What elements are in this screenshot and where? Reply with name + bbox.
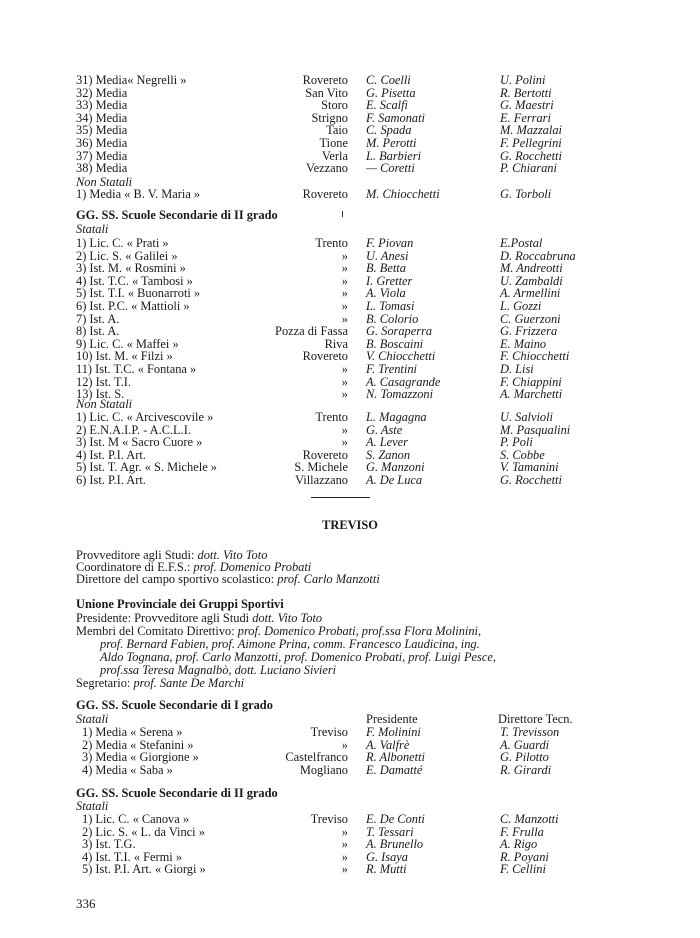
direttore-name: G. Maestri	[500, 98, 554, 113]
table-row	[0, 474, 700, 487]
presidente-name: E. Scalfi	[366, 98, 408, 113]
town-name: Trento	[315, 410, 348, 424]
direttore-name: E.Postal	[500, 236, 543, 250]
town-name: »	[341, 311, 348, 326]
table-row	[0, 863, 700, 876]
town-name: Villazzano	[295, 473, 348, 487]
presidente-name: E. Damatté	[366, 762, 423, 777]
presidente-name: B. Colorio	[366, 311, 419, 326]
non-statali-label-2: Non Statali	[76, 397, 133, 411]
direttore-name: G. Frizzera	[500, 324, 558, 339]
presidente-name: L. Magagna	[366, 410, 427, 424]
school-name: 4) Media « Saba »	[82, 762, 173, 777]
town-name: S. Michele	[294, 460, 348, 475]
school-name: 1) Media « B. V. Maria »	[76, 187, 201, 201]
town-name: Taio	[326, 123, 348, 138]
school-name: 2) Media « Stefanini »	[82, 737, 194, 752]
school-name: 2) Lic. S. « Galilei »	[76, 248, 178, 263]
town-name: »	[341, 261, 348, 276]
direttore-name: F. Frulla	[500, 824, 544, 839]
town-name: Treviso	[310, 812, 348, 826]
town-name: Trento	[315, 236, 348, 250]
presidente-name: F. Piovan	[366, 236, 414, 250]
town-name: »	[341, 273, 348, 288]
presidente-name: L. Barbieri	[366, 148, 422, 163]
school-name: 38) Media	[76, 161, 128, 176]
membri-line: Membri del Comitato Direttivo: prof. Domenico Probati, prof.ssa Flora Molinini,	[76, 624, 482, 638]
presidente-name: M. Chiocchetti	[366, 187, 440, 201]
presidente-name: G. Manzoni	[366, 460, 425, 475]
presidente-name: G. Aste	[366, 422, 403, 437]
school-name: 12) Ist. T.I.	[76, 374, 131, 389]
school-name: 36) Media	[76, 136, 128, 150]
statali-label-4: Statali	[76, 799, 109, 813]
direttore-name: T. Trevisson	[500, 725, 560, 739]
section-title-i-grado: GG. SS. Scuole Secondarie di I grado	[76, 698, 273, 712]
school-name: 1) Lic. C. « Prati »	[76, 236, 169, 250]
school-name: 35) Media	[76, 123, 128, 138]
presidente-name: A. Brunello	[366, 837, 424, 852]
segretario-line: Segretario: prof. Sante De Marchi	[76, 676, 245, 690]
school-name: 5) Ist. P.I. Art. « Giorgi »	[82, 862, 206, 877]
membri-line: prof.ssa Teresa Magnalbò, dott. Luciano Sivieri	[100, 663, 337, 677]
town-name: Rovereto	[302, 73, 348, 87]
school-name: 5) Ist. T.I. « Buonarroti »	[76, 286, 201, 301]
school-name: 6) Ist. P.C. « Mattioli »	[76, 299, 190, 313]
direttore-name: L. Gozzi	[500, 299, 542, 313]
direttore-name: R. Poyani	[500, 849, 549, 864]
direttore-name: C. Guerzoni	[500, 311, 561, 326]
presidente-name: G. Isaya	[366, 849, 408, 864]
town-name: Storo	[321, 98, 348, 113]
presidente-name: L. Tomasi	[366, 299, 415, 313]
town-name: Castelfranco	[285, 750, 348, 765]
direttore-name: U. Polini	[500, 73, 546, 87]
presidente-name: C. Coelli	[366, 73, 411, 87]
direttore-name: E. Ferrari	[500, 110, 551, 125]
school-name: 2) Lic. S. « L. da Vinci »	[82, 824, 205, 839]
town-name: Rovereto	[302, 187, 348, 201]
town-name: Pozza di Fassa	[275, 324, 348, 339]
presidente-line: Presidente: Provveditore agli Studi dott. Vito Toto	[76, 611, 323, 625]
town-name: Verla	[321, 148, 348, 163]
direttore-name: F. Pellegrini	[500, 136, 562, 150]
presidente-name: A. De Luca	[366, 473, 423, 487]
presidente-name: T. Tessari	[366, 824, 414, 839]
direttore-name: A. Marchetti	[500, 387, 563, 402]
direttore-name: D. Roccabruna	[500, 248, 576, 263]
school-name: 3) Ist. M « Sacro Cuore »	[76, 435, 203, 450]
town-name: Rovereto	[302, 349, 348, 364]
school-name: 5) Ist. T. Agr. « S. Michele »	[76, 460, 217, 475]
school-name: 1) Media « Serena »	[82, 725, 183, 739]
non-statali-label: Non Statali	[76, 175, 133, 189]
school-name: 10) Ist. M. « Filzi »	[76, 349, 173, 364]
direttore-name: A. Rigo	[500, 837, 538, 852]
section-title-ii-grado-treviso: GG. SS. Scuole Secondarie di II grado	[76, 786, 278, 800]
presidente-name: V. Chiocchetti	[366, 349, 436, 364]
town-name: »	[341, 435, 348, 450]
presidente-name: A. Viola	[366, 286, 406, 301]
section-title-ii-grado: GG. SS. Scuole Secondarie di II grado	[76, 208, 278, 222]
school-name: 9) Lic. C. « Maffei »	[76, 336, 179, 351]
presidente-name: U. Anesi	[366, 248, 409, 263]
school-name: 3) Ist. T.G.	[82, 837, 136, 852]
presidente-name: M. Perotti	[366, 136, 417, 150]
town-name: Vezzano	[306, 161, 348, 176]
direttore-name: F. Cellini	[500, 862, 546, 877]
direttore-name: U. Salvioli	[500, 410, 553, 424]
school-name: 31) Media« Negrelli »	[76, 73, 187, 87]
town-name: San Vito	[305, 85, 348, 100]
presidente-name: A. Casagrande	[366, 374, 441, 389]
school-name: 1) Lic. C. « Canova »	[82, 812, 190, 826]
school-name: 4) Ist. T.I. « Fermi »	[82, 849, 183, 864]
official-line: Coordinatore di E.F.S.: prof. Domenico Probati	[76, 560, 312, 574]
table-row	[0, 162, 700, 175]
direttore-name: M. Mazzalai	[500, 123, 562, 138]
header-presidente: Presidente	[366, 712, 418, 726]
school-name: 3) Media « Giorgione »	[82, 750, 199, 765]
town-name: »	[341, 737, 348, 752]
town-name: Rovereto	[302, 447, 348, 462]
presidente-name: F. Samonati	[366, 110, 425, 125]
town-name: Treviso	[310, 725, 348, 739]
town-name: »	[341, 362, 348, 376]
direttore-name: M. Pasqualini	[500, 422, 571, 437]
presidente-name: — Coretti	[366, 161, 415, 176]
school-name: 4) Ist. P.I. Art.	[76, 447, 146, 462]
page-number: 336	[76, 896, 96, 911]
direttore-name: G. Pilotto	[500, 750, 549, 765]
direttore-name: C. Manzotti	[500, 812, 559, 826]
table-row	[0, 188, 700, 201]
presidente-name: A. Valfrè	[366, 737, 410, 752]
direttore-name: G. Rocchetti	[500, 473, 562, 487]
statali-label-3: Statali	[76, 712, 109, 726]
presidente-name: R. Albonetti	[366, 750, 425, 765]
school-name: 8) Ist. A.	[76, 324, 120, 339]
school-name: 33) Media	[76, 98, 128, 113]
school-name: 3) Ist. M. « Rosmini »	[76, 261, 186, 276]
school-name: 37) Media	[76, 148, 128, 163]
direttore-name: R. Girardi	[500, 762, 552, 777]
presidente-name: S. Zanon	[366, 447, 411, 462]
town-name: »	[341, 824, 348, 839]
town-name: »	[341, 374, 348, 389]
direttore-name: S. Cobbe	[500, 447, 545, 462]
direttore-name: P. Poli	[500, 435, 533, 450]
direttore-name: R. Bertotti	[500, 85, 552, 100]
town-name: »	[341, 837, 348, 852]
presidente-name: I. Gretter	[366, 273, 413, 288]
direttore-name: D. Lisi	[500, 362, 534, 376]
direttore-name: F. Chiocchetti	[500, 349, 570, 364]
school-name: 4) Ist. T.C. « Tambosi »	[76, 273, 193, 288]
membri-line: prof. Bernard Fabien, prof. Aimone Prina, comm. Francesco Laudicina, ing.	[100, 637, 480, 651]
school-name: 2) E.N.A.I.P. - A.C.L.I.	[76, 422, 191, 437]
direttore-name: V. Tamanini	[500, 460, 559, 475]
membri-line: Aldo Tognana, prof. Carlo Manzotti, prof. Domenico Probati, prof. Luigi Pesce,	[100, 650, 496, 664]
presidente-name: B. Boscaini	[366, 336, 424, 351]
school-name: 32) Media	[76, 85, 128, 100]
presidente-name: E. De Conti	[366, 812, 425, 826]
table-row	[0, 764, 700, 777]
school-name: 7) Ist. A.	[76, 311, 120, 326]
presidente-name: G. Pisetta	[366, 85, 416, 100]
presidente-name: C. Spada	[366, 123, 412, 138]
presidente-name: R. Mutti	[366, 862, 407, 877]
town-name: Mogliano	[299, 762, 348, 777]
presidente-name: F. Molinini	[366, 725, 421, 739]
school-name: 34) Media	[76, 110, 128, 125]
official-line: Provveditore agli Studi: dott. Vito Toto	[76, 548, 268, 562]
presidente-name: A. Lever	[366, 435, 408, 450]
town-name: »	[341, 422, 348, 437]
town-name: »	[341, 862, 348, 877]
school-name: 13) Ist. S.	[76, 387, 125, 402]
presidente-name: G. Soraperra	[366, 324, 433, 339]
presidente-name: F. Trentini	[366, 362, 417, 376]
margin-mark	[342, 211, 343, 217]
direttore-name: A. Armellini	[500, 286, 561, 301]
header-direttore: Direttore Tecn.	[498, 712, 573, 726]
direttore-name: P. Chiarani	[500, 161, 557, 176]
direttore-name: A. Guardi	[500, 737, 550, 752]
presidente-name: N. Tomazzoni	[366, 387, 434, 402]
direttore-name: G. Rocchetti	[500, 148, 562, 163]
town-name: »	[341, 299, 348, 313]
town-name: Tione	[319, 136, 348, 150]
direttore-name: E. Maino	[500, 336, 547, 351]
school-name: 1) Lic. C. « Arcivescovile »	[76, 410, 214, 424]
town-name: »	[341, 849, 348, 864]
section-divider	[311, 497, 370, 498]
town-name: »	[341, 286, 348, 301]
direttore-name: G. Torboli	[500, 187, 552, 201]
unione-title: Unione Provinciale dei Gruppi Sportivi	[76, 597, 284, 611]
town-name: Strigno	[311, 110, 348, 125]
statali-label: Statali	[76, 222, 109, 236]
town-name: »	[341, 387, 348, 402]
school-name: 6) Ist. P.I. Art.	[76, 473, 146, 487]
presidente-name: B. Betta	[366, 261, 406, 276]
school-name: 11) Ist. T.C. « Fontana »	[76, 362, 197, 376]
official-line: Direttore del campo sportivo scolastico: prof. Carlo Manzotti	[76, 572, 380, 586]
direttore-name: M. Andreotti	[500, 261, 563, 276]
direttore-name: U. Zambaldi	[500, 273, 563, 288]
town-name: »	[341, 248, 348, 263]
direttore-name: F. Chiappini	[500, 374, 562, 389]
province-heading: TREVISO	[322, 518, 378, 532]
town-name: Riva	[324, 336, 348, 351]
